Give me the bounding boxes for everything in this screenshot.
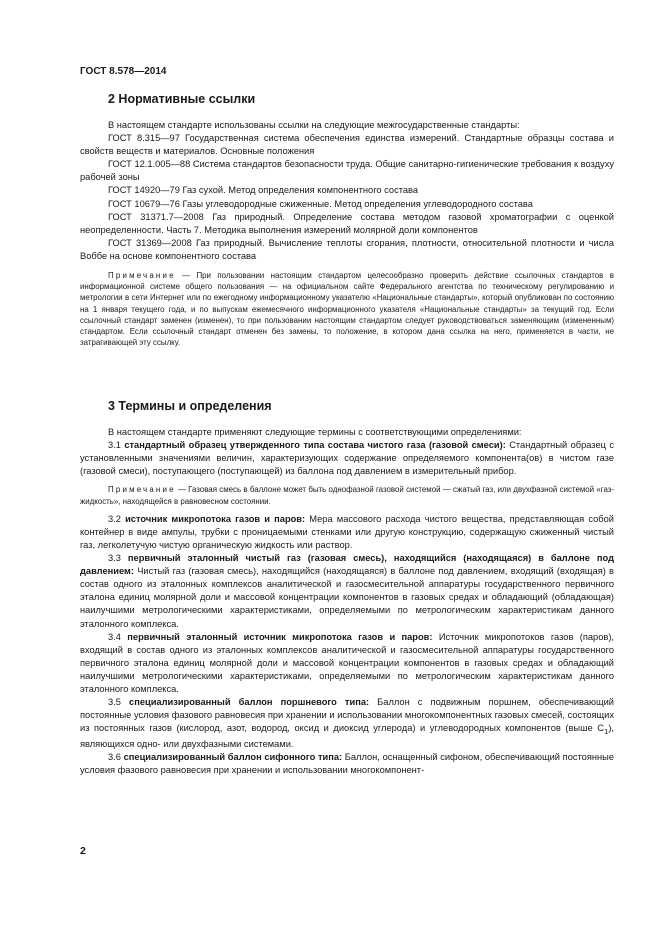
reference-item: ГОСТ 31371.7—2008 Газ природный. Определение состава методом газовой хроматографии с оценкой неопределенности. Часть 7. Методика выполнения измерений молярной доли компонентов [80,211,614,235]
term-number: 3.3 [108,553,128,564]
term-definition: Источник микропотоков газов (паров), входящий в состав одного из эталонных комплексов аналитической и газосмесительной аппаратуры государственного первичного эталона единиц молярной доли и массовой концентрации компонентов в газовых средах и обладающий наилучшими метрологическими характеристиками, определяемыми по метрологическим характеристикам данного эталонного комплекса. [80,631,615,694]
term-definition: Мера массового расхода чистого вещества, представляющая собой контейнер в виде ампулы, трубки с проницаемыми стенками или другую конструкцию, содержащую сжиженный чистый газ, легколетучую чистую органическую жидкость или раствор. [80,513,614,550]
term-3-5 [80,696,614,751]
term-name: источник микропотока газов и паров: [125,513,306,524]
section-3-body [80,426,614,778]
term-definition: Стандартный образец с установленными значениями величин, характеризующих содержание определяемого компонента(ов) в чистом газе (газовой смеси), поступающего (поступающей) из баллона под давлением в измерительный прибор. [80,440,614,477]
term-3-3 [80,552,614,631]
note-label: Примечание [108,271,176,281]
term-definition-end: ), являющихся одно- или двухфазными системами. [80,723,614,750]
note-label: Примечание [108,485,176,495]
term-3-2 [80,513,614,552]
term-name: специализированный баллон сифонного типа: [123,752,343,763]
section-2-intro: В настоящем стандарте использованы ссылки на следующие межгосударственные стандарты: [108,120,520,130]
note-text: — При пользовании настоящим стандартом целесообразно проверить действие ссылочных стандартов в информационной системе общего пользования — на официальном сайте Федерального агентства по техническому регулированию и метрологии в сети Интернет или по ежегодному информационному указателю «Национальные стандарты», который опубликован по состоянию на 1 января текущего года, и по выпускам ежемесячного информационного указателя «Национальные стандарты» за текущий год. Если ссылочный стандарт заменен (изменен), то при пользовании настоящим стандартом следует руководствоваться заменяющим (измененным) стандартом. Если ссылочный стандарт отменен без замены, то положение, в котором дана ссылка на него, применяется в части, не затрагивающей эту ссылку. [80,271,614,348]
section-2-note [80,270,614,348]
term-definition: Чистый газ (газовая смесь), находящийся (находящаяся) в баллоне под давлением, входящий (входящая) в состав одного из эталонных комплексов аналитической и газосмесительной аппаратуры государственного первичного эталона единиц молярной доли и массовой концентрации компонентов в газовых средах и обладающий (обладающая) наилучшими метрологическими характеристиками, определяемыми по метрологическим характеристикам данного эталонного комплекса. [80,566,614,629]
term-3-1 [80,439,614,478]
term-3-6 [80,751,614,777]
section-3-heading: 3 Термины и определения [108,399,272,413]
term-number: 3.5 [108,697,130,708]
section-3-intro: В настоящем стандарте применяют следующие термины с соответствующими определениями: [108,427,522,437]
term-name: первичный эталонный источник микропотока газов и паров: [127,631,433,642]
term-number: 3.4 [108,631,128,642]
term-name: стандартный образец утвержденного типа состава чистого газа (газовой смеси): [124,440,506,451]
term-name: первичный эталонный чистый газ (газовая смесь), находящийся (находящаяся) в баллоне под давлением: [80,553,614,577]
section-2-body [80,119,614,348]
term-name: специализированный баллон поршневого типа: [129,697,370,708]
term-number: 3.1 [108,440,125,451]
page-number: 2 [80,845,86,857]
running-header: ГОСТ 8.578—2014 [80,66,167,77]
term-definition: Баллон с подвижным поршнем, обеспечивающий постоянные условия фазового равновесия при хранении и использовании многокомпонентных газовых смесей, состоящих из постоянных газов (кислород, азот, водород, оксид и диоксид углерода) и углеводородных компонентов (выше C [80,697,614,734]
reference-item: ГОСТ 14920—79 Газ сухой. Метод определения компонентного состава [108,185,419,196]
reference-item: ГОСТ 12.1.005—88 Система стандартов безопасности труда. Общие санитарно-гигиенические требования к воздуху рабочей зоны [80,159,614,183]
section-2-heading: 2 Нормативные ссылки [108,92,256,106]
reference-item: ГОСТ 8.315—97 Государственная система обеспечения единства измерений. Стандартные образцы состава и свойств веществ и материалов. Основные положения [80,133,614,157]
term-number: 3.6 [108,752,124,763]
reference-item: ГОСТ 10679—76 Газы углеводородные сжиженные. Метод определения углеводородного состава [108,198,533,209]
term-number: 3.2 [108,513,126,524]
section-3-note [80,484,614,506]
reference-item: ГОСТ 31369—2008 Газ природный. Вычисление теплоты сгорания, плотности, относительной плотности и числа Воббе на основе компонентного состава [80,237,614,261]
note-text: — Газовая смесь в баллоне может быть однофазной газовой системой — сжатый газ, или двухфазной системой «газ-жидкость», находящейся в равновесном состоянии. [80,485,614,506]
term-definition: Баллон, оснащенный сифоном, обеспечивающий постоянные условия фазового равновесия при хранении и использовании многокомпонент- [80,752,614,776]
term-3-4 [80,631,614,696]
subscript: 1 [604,727,609,737]
